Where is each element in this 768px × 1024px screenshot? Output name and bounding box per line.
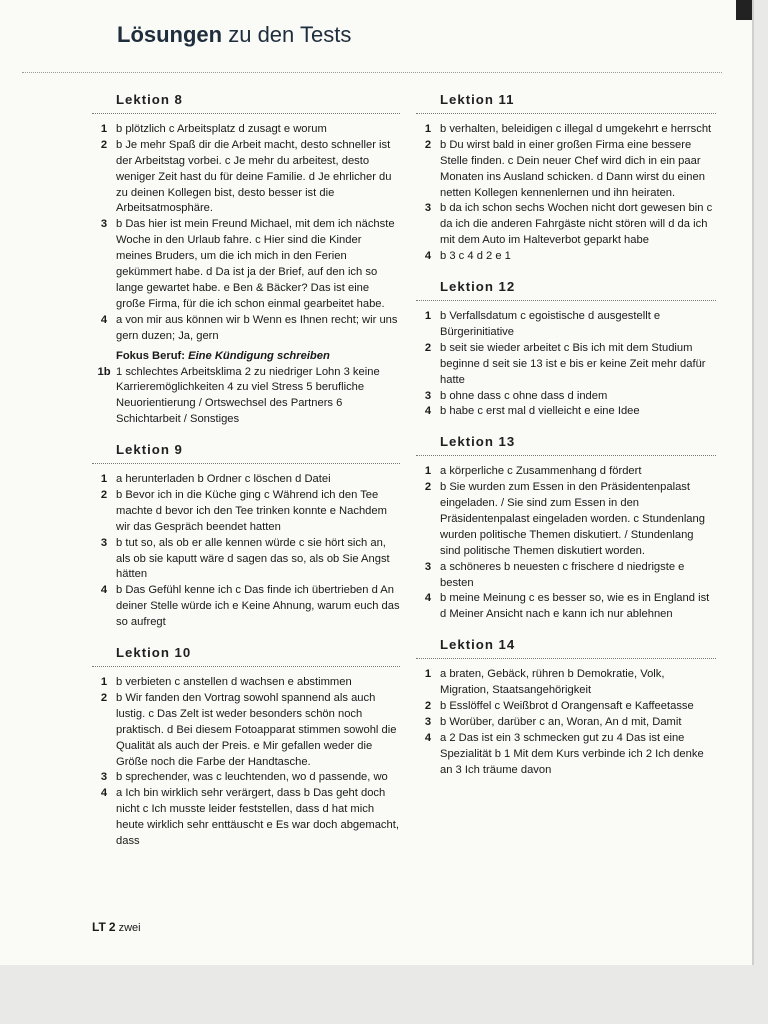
answer-number: 1 [424, 465, 432, 478]
title-divider [22, 72, 722, 73]
answer-number: 3 [424, 389, 432, 402]
answer-item [92, 122, 400, 138]
section-lektion-13 [416, 434, 716, 623]
page-footer [92, 920, 141, 934]
answer-item [92, 691, 400, 771]
answer-number: 4 [424, 592, 432, 605]
answer-item [416, 249, 716, 265]
answer-text: a von mir aus können wir b Wenn es Ihnen recht; wir uns gern duzen; Ja, gern [116, 313, 398, 342]
footer-page-word: zwei [118, 922, 141, 934]
answer-number: 4 [100, 313, 108, 326]
answer-number: 3 [100, 218, 108, 231]
answer-item [92, 536, 400, 584]
answer-number: 4 [100, 787, 108, 800]
answer-number: 1 [424, 668, 432, 681]
section-heading: Lektion 14 [416, 637, 716, 659]
answer-text: b ohne dass c ohne dass d indem [440, 389, 608, 402]
section-heading: Lektion 11 [416, 92, 716, 114]
answer-text: a Ich bin wirklich sehr verärgert, dass b Das geht doch nicht c Ich musste leider feststellen, dass d hat mich heute wirklich sehr enttäuscht e Es war doch abgemacht, dass [116, 787, 399, 848]
section-lektion-8 [92, 92, 400, 428]
footer-lt: LT [92, 920, 106, 934]
answer-item [92, 770, 400, 786]
answer-number: 2 [424, 700, 432, 712]
answer-item [416, 731, 716, 779]
answer-text: b Bevor ich in die Küche ging c Während ich den Tee machte d bevor ich den Tee trinken konnte e Nachdem wir das Gespräch beendet hatten [116, 488, 387, 533]
answer-text: b verhalten, beleidigen c illegal d umgekehrt e herrscht [440, 122, 712, 135]
right-column [416, 92, 716, 793]
section-lektion-10 [92, 645, 400, 850]
answer-number: 2 [424, 138, 432, 151]
answer-number: 4 [424, 731, 432, 744]
answer-item [416, 389, 716, 405]
answer-number: 3 [100, 536, 108, 549]
answer-number: 2 [100, 488, 108, 501]
answer-item [416, 699, 716, 715]
section-lektion-14 [416, 637, 716, 778]
answer-item [92, 675, 400, 691]
section-lektion-9 [92, 442, 400, 631]
answer-text: b sprechender, was c leuchtenden, wo d passende, wo [116, 771, 388, 784]
answer-text: b Je mehr Spaß dir die Arbeit macht, desto schneller ist der Arbeitstag vorbei. c Je mehr du arbeitest, desto weniger Zeit hast du für deine Familie. d Je ehrlicher du zu deinen Kollegen bist, desto besser ist die Arbeitsatmosphäre. [116, 138, 392, 215]
answer-text: b 3 c 4 d 2 e 1 [440, 250, 511, 263]
section-heading: Lektion 9 [92, 442, 400, 464]
answer-number: 4 [424, 405, 432, 418]
answer-text: b Worüber, darüber c an, Woran, An d mit, Damit [440, 715, 682, 728]
answer-number: 1 [100, 676, 108, 688]
answer-number: 2 [100, 138, 108, 151]
answer-text: b Esslöffel c Weißbrot d Orangensaft e Kaffeetasse [440, 700, 694, 712]
answer-text: b Sie wurden zum Essen in den Präsidentenpalast eingeladen. / Sie sind zum Essen in den Präsidentenpalast eingeladen worden. c Stundenlang wurden politische Themen diskutiert. / Stundenlang sind politische Themen diskutiert worden. [440, 481, 705, 557]
answer-number: 2 [424, 481, 432, 494]
answer-text: b Wir fanden den Vortrag sowohl spannend als auch lustig. c Das Zelt ist weder besonders schön noch praktisch. d Bei diesem Fotoapparat stimmen sowohl die Qualität als auch der Preis. e Mir gefallen weder die Größe noch die Farbe der Handtasche. [116, 691, 397, 768]
answer-text: b da ich schon sechs Wochen nicht dort gewesen bin c da ich die anderen Fahrgäste nicht stören will d da ich mit dem Auto im Halteverbot geparkt habe [440, 202, 713, 247]
answer-number: 3 [424, 202, 432, 215]
answer-item [416, 404, 716, 420]
answer-item [416, 201, 716, 249]
answer-number: 3 [424, 560, 432, 573]
footer-page-number: 2 [108, 920, 116, 934]
section-heading: Lektion 8 [92, 92, 400, 114]
answer-item [416, 591, 716, 623]
answer-text: b plötzlich c Arbeitsplatz d zusagt e worum [116, 122, 327, 135]
answer-text: a schöneres b neuesten c frischere d niedrigste e besten [440, 560, 685, 589]
section-lektion-12 [416, 279, 716, 420]
answer-item [416, 464, 716, 480]
answer-item [92, 472, 400, 488]
answer-item [92, 365, 400, 429]
answer-number: 1 [424, 309, 432, 322]
answer-text: b seit sie wieder arbeitet c Bis ich mit dem Studium beginne d seit sie 13 ist e bis er keine Zeit mehr dafür hatte [440, 341, 706, 386]
answer-text: b meine Meinung c es besser so, wie es in England ist d Meiner Ansicht nach e kann ich nur ablehnen [440, 592, 710, 621]
answer-item [416, 480, 716, 560]
answer-text: a braten, Gebäck, rühren b Demokratie, Volk, Migration, Staatsangehörigkeit [440, 668, 665, 697]
answer-text: b tut so, als ob er alle kennen würde c sie hört sich an, als ob sie kaputt wäre d sagen das so, als ob Sie Angst hätten [116, 536, 390, 581]
answer-text: b Du wirst bald in einer großen Firma eine bessere Stelle finden. c Dein neuer Chef wird dich in ein paar Monaten ins Ausland schicken. d Dann wirst du einen netten Kollegen kennenlernen und ihn heiraten. [440, 138, 705, 199]
fokus-beruf-heading: Fokus Beruf: Eine Kündigung schreiben [116, 349, 330, 362]
answer-item [416, 715, 716, 731]
answer-item [92, 583, 400, 631]
section-heading: Lektion 12 [416, 279, 716, 301]
answer-number: 3 [100, 771, 108, 784]
section-lektion-11 [416, 92, 716, 265]
answer-text: a körperliche c Zusammenhang d fördert [440, 465, 642, 478]
answer-item [416, 309, 716, 341]
left-column [92, 92, 400, 864]
answer-number: 1 [424, 122, 432, 135]
answer-text: b Das hier ist mein Freund Michael, mit dem ich nächste Woche in den Urlaub fahre. c Hier sind die Kinder meines Bruders, um die ich mich in den Ferien gekümmert habe. d Da ist ja der Brief, auf den ich so lange gewartet habe. e Ben & Bäcker? Das ist eine große Firma, für die ich schon einmal gearbeitet habe. [116, 218, 395, 310]
answer-item [416, 341, 716, 389]
answer-item [416, 138, 716, 202]
answer-number: 1b [97, 365, 111, 378]
answer-number: 4 [100, 584, 108, 597]
answer-text: b Verfallsdatum c egoistische d ausgestellt e Bürgerinitiative [440, 309, 661, 338]
answer-number: 2 [424, 341, 432, 354]
answer-item [92, 313, 400, 345]
answer-item [92, 488, 400, 536]
answer-text: b habe c erst mal d vielleicht e eine Idee [440, 405, 640, 418]
answer-text: a herunterladen b Ordner c löschen d Datei [116, 473, 331, 486]
section-heading: Lektion 13 [416, 434, 716, 456]
answer-item [92, 138, 400, 218]
page-title: Lösungen zu den Tests [117, 22, 352, 47]
answer-number: 2 [100, 691, 108, 704]
corner-shadow [736, 0, 752, 20]
answer-item [92, 786, 400, 850]
answer-text: 1 schlechtes Arbeitsklima 2 zu niedriger Lohn 3 keine Karrieremöglichkeiten 4 zu viel Stress 5 berufliche Neuorientierung / Ortswechsel des Partners 6 Schichtarbeit / Sonstiges [116, 365, 380, 426]
answer-text: a 2 Das ist ein 3 schmecken gut zu 4 Das ist eine Spezialität b 1 Mit dem Kurs verbinde ich 2 Ich denke an 3 Ich träume davon [440, 731, 704, 776]
answer-item [92, 217, 400, 312]
answer-number: 3 [424, 715, 432, 728]
answer-text: b verbieten c anstellen d wachsen e abstimmen [116, 676, 352, 688]
answer-item [416, 560, 716, 592]
answer-number: 1 [100, 473, 108, 486]
answer-number: 4 [424, 250, 432, 263]
answer-item [416, 667, 716, 699]
section-heading: Lektion 10 [92, 645, 400, 667]
answer-item [416, 122, 716, 138]
answer-number: 1 [100, 122, 108, 135]
answer-text: b Das Gefühl kenne ich c Das finde ich übertrieben d An deiner Stelle würde ich e Keine Ahnung, warum euch das so aufregt [116, 584, 400, 629]
